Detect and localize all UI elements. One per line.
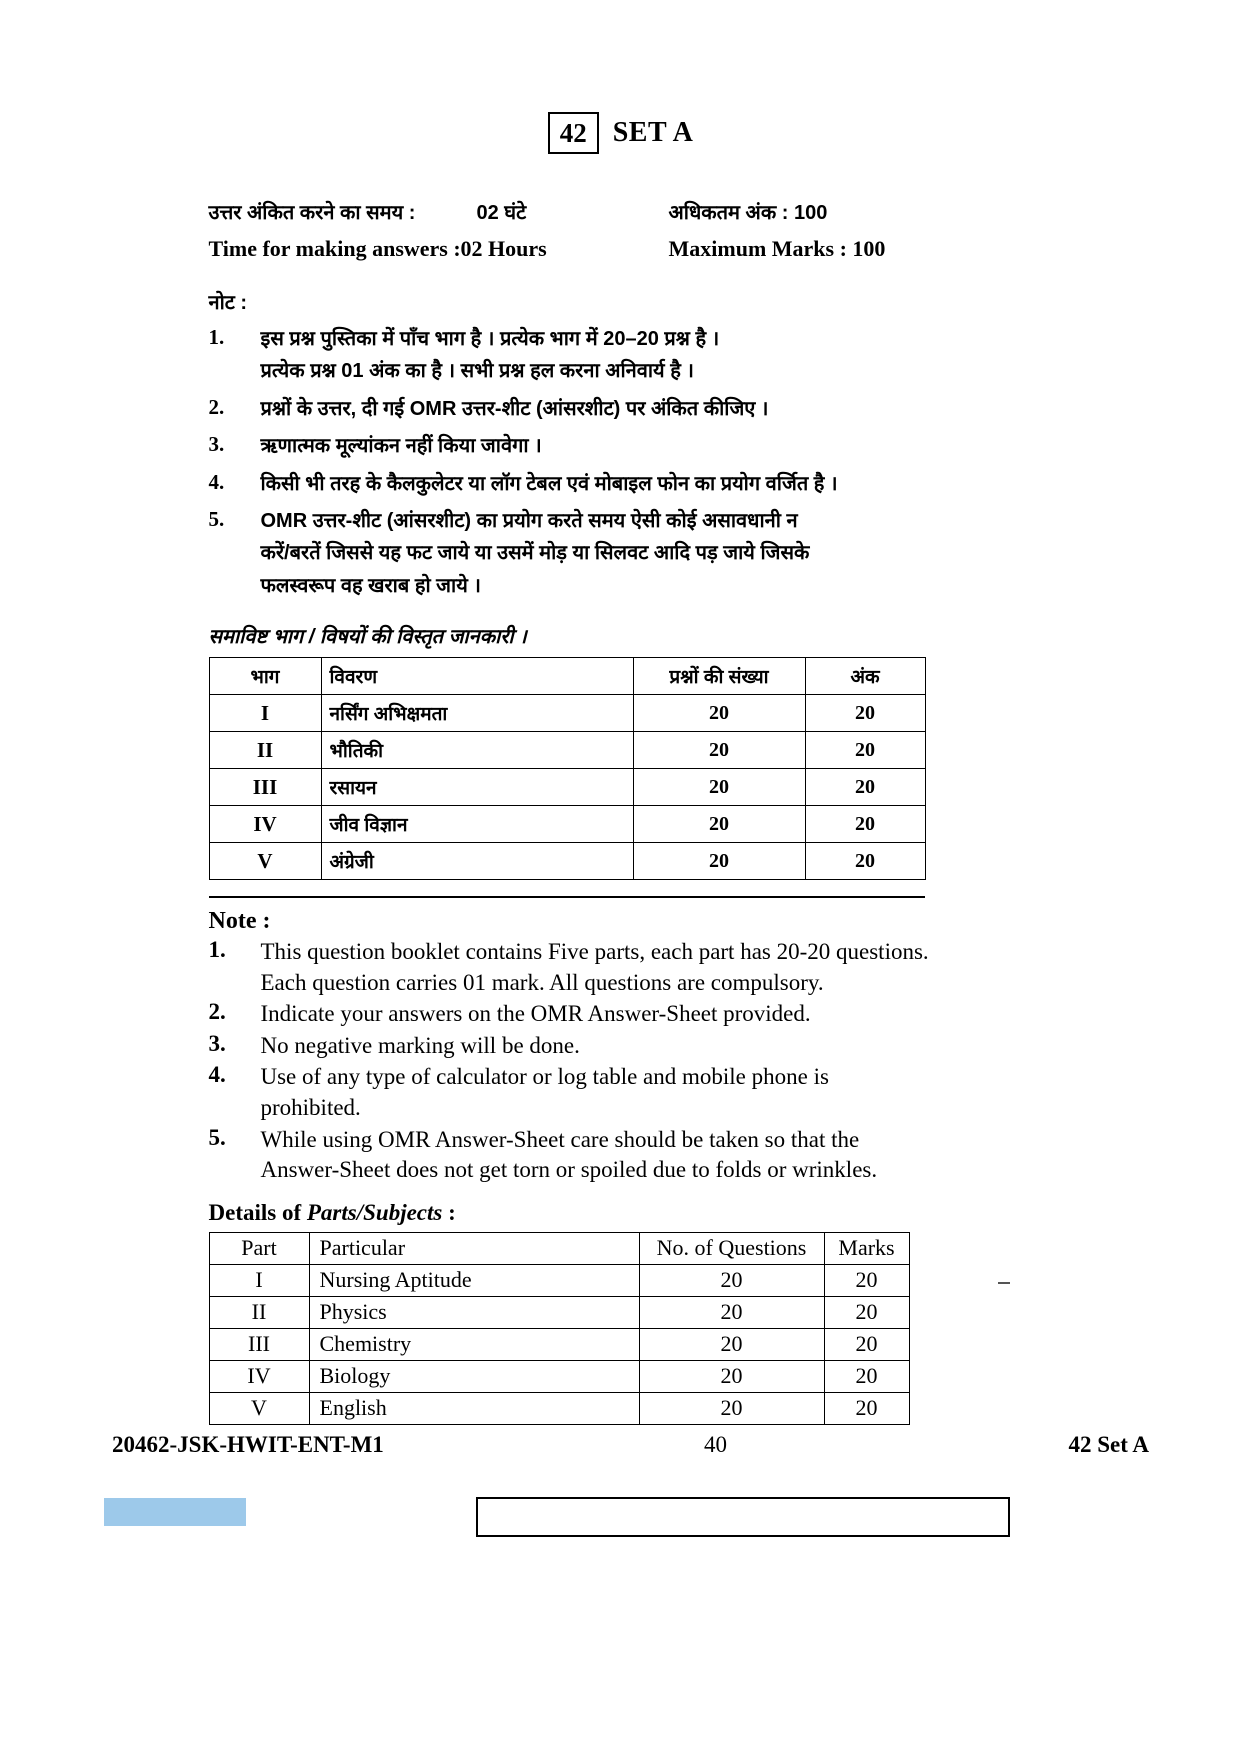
time-value-hindi: 02 घंटे: [476, 202, 527, 224]
time-label-hindi: उत्तर अंकित करने का समय :: [208, 202, 416, 224]
set-header: [0, 112, 1241, 154]
table-row: [209, 769, 925, 806]
footer-blue-bar: [104, 1498, 246, 1526]
note-item-number: 2.: [208, 999, 226, 1025]
time-label-english: Time for making answers :: [208, 236, 461, 261]
note-item: [209, 430, 1049, 462]
table-cell: 20: [805, 769, 925, 806]
table-cell: 20: [639, 1296, 824, 1328]
table-cell: III: [209, 769, 321, 806]
table-cell: III: [209, 1328, 309, 1360]
table-cell: 20: [824, 1392, 909, 1424]
note-item-text: [261, 393, 769, 425]
note-item-number: 5.: [208, 506, 225, 531]
note-item: [209, 505, 1049, 602]
english-details-heading-prefix: Details of: [208, 1199, 307, 1225]
note-item-number: 2.: [208, 394, 225, 419]
page-content: [101, 198, 1141, 1425]
note-line: Each question carries 01 mark. All questions are compulsory.: [260, 969, 824, 995]
footer-paper-code: 20462-JSK-HWIT-ENT-M1: [112, 1432, 384, 1457]
table-cell: V: [209, 843, 321, 880]
hindi-parts-table: [209, 657, 926, 880]
table-cell: I: [209, 695, 321, 732]
note-item-number: 4.: [208, 469, 225, 494]
note-line: prohibited.: [260, 1095, 361, 1121]
table-cell: Biology: [309, 1360, 639, 1392]
table-cell: 20: [633, 695, 805, 732]
table-row: [209, 1264, 909, 1296]
note-line: फलस्वरूप वह खराब हो जाये ।: [260, 574, 481, 597]
table-header-cell: भाग: [209, 658, 321, 695]
note-item-number: 4.: [208, 1062, 226, 1088]
note-item-number: 5.: [208, 1124, 226, 1150]
table-cell: 20: [824, 1360, 909, 1392]
footer-page-number: 40: [704, 1432, 727, 1457]
note-line: इस प्रश्न पुस्तिका में पाँच भाग है । प्रत्येक भाग में 20–20 प्रश्न है ।: [260, 328, 720, 350]
section-divider: [209, 896, 925, 898]
table-cell: I: [209, 1264, 309, 1296]
table-cell: भौतिकी: [321, 732, 633, 769]
note-item-number: 3.: [208, 1030, 226, 1056]
table-cell: English: [309, 1392, 639, 1424]
note-item-text: [261, 323, 720, 388]
table-header-cell: अंक: [805, 658, 925, 695]
table-cell: IV: [209, 1360, 309, 1392]
table-cell: II: [209, 732, 321, 769]
footer-set: 42 Set A: [1068, 1432, 1149, 1457]
note-item: [209, 1125, 1049, 1186]
table-row: [209, 1296, 909, 1328]
table-row: [209, 1360, 909, 1392]
table-row: [209, 843, 925, 880]
table-header-cell: Marks: [824, 1232, 909, 1264]
hindi-details-heading: [209, 622, 1049, 649]
table-cell: 20: [633, 769, 805, 806]
table-cell: नर्सिंग अभिक्षमता: [321, 695, 633, 732]
table-cell: IV: [209, 806, 321, 843]
set-number-box: 42: [548, 112, 599, 154]
note-line: OMR उत्तर-शीट (आंसरशीट) का प्रयोग करते समय ऐसी कोई असावधानी न: [260, 509, 798, 532]
note-item-text: [261, 1062, 829, 1123]
note-item: [209, 937, 1049, 998]
table-row: [209, 806, 925, 843]
note-item-text: [261, 468, 838, 500]
table-cell: 20: [824, 1264, 909, 1296]
table-cell: जीव विज्ञान: [321, 806, 633, 843]
marks-label-english: Maximum Marks : 100: [668, 236, 886, 261]
table-cell: 20: [633, 843, 805, 880]
note-item-text: [261, 937, 929, 998]
table-cell: 20: [633, 806, 805, 843]
time-value-english: 02 Hours: [460, 236, 547, 261]
footer-white-box: [476, 1497, 1010, 1537]
table-cell: 20: [824, 1328, 909, 1360]
english-note-list: [209, 937, 1049, 1186]
table-header-row: [209, 1232, 909, 1264]
note-item-text: [261, 999, 811, 1030]
note-item-text: [261, 1125, 878, 1186]
table-cell: अंग्रेजी: [321, 843, 633, 880]
table-cell: Chemistry: [309, 1328, 639, 1360]
note-line: While using OMR Answer-Sheet care should be taken so that the: [260, 1126, 860, 1152]
english-note-heading: Note :: [208, 908, 271, 935]
table-cell: 20: [805, 732, 925, 769]
table-cell: Nursing Aptitude: [309, 1264, 639, 1296]
english-details-heading: [209, 1200, 1049, 1226]
note-line: Answer-Sheet does not get torn or spoiled due to folds or wrinkles.: [260, 1157, 878, 1183]
table-header-cell: प्रश्नों की संख्या: [633, 658, 805, 695]
note-item-text: [261, 430, 542, 462]
meta-row-english: [209, 236, 1049, 262]
note-line: No negative marking will be done.: [260, 1032, 580, 1058]
page-footer: [0, 1425, 1241, 1465]
note-item: [209, 999, 1049, 1030]
meta-row-hindi: [209, 198, 1049, 225]
table-cell: 20: [824, 1296, 909, 1328]
hindi-note-list: [209, 323, 1049, 602]
table-cell: रसायन: [321, 769, 633, 806]
note-item-text: [261, 1031, 580, 1062]
note-item: [209, 1062, 1049, 1123]
table-cell: 20: [639, 1264, 824, 1296]
english-details-heading-italic: Parts/Subjects: [306, 1199, 443, 1225]
table-header-cell: विवरण: [321, 658, 633, 695]
note-line: Use of any type of calculator or log table and mobile phone is: [260, 1064, 829, 1090]
table-header-cell: No. of Questions: [639, 1232, 824, 1264]
note-item-number: 1.: [208, 325, 225, 349]
note-item-text: [261, 505, 810, 602]
table-cell: II: [209, 1296, 309, 1328]
table-cell: 20: [639, 1392, 824, 1424]
table-row: [209, 1392, 909, 1424]
table-row: [209, 695, 925, 732]
table-cell: Physics: [309, 1296, 639, 1328]
english-parts-table: [209, 1232, 910, 1425]
table-cell: V: [209, 1392, 309, 1424]
set-label: SET A: [612, 117, 694, 148]
note-item: [209, 393, 1049, 425]
note-line: Indicate your answers on the OMR Answer-Sheet provided.: [260, 1001, 811, 1027]
note-item: [209, 468, 1049, 500]
table-cell: 20: [639, 1360, 824, 1392]
note-line: करें/बरतें जिससे यह फट जाये या उसमें मोड़ या सिलवट आदि पड़ जाये जिसके: [260, 542, 810, 565]
table-header-cell: Particular: [309, 1232, 639, 1264]
marks-label-hindi: अधिकतम अंक : 100: [668, 202, 828, 224]
note-line: This question booklet contains Five parts, each part has 20-20 questions.: [260, 939, 929, 965]
note-line: ऋणात्मक मूल्यांकन नहीं किया जावेगा ।: [260, 435, 542, 458]
note-line: किसी भी तरह के कैलकुलेटर या लॉग टेबल एवं मोबाइल फोन का प्रयोग वर्जित है ।: [260, 472, 838, 495]
note-item: [209, 323, 1049, 388]
note-item-number: 1.: [208, 937, 226, 963]
table-cell: 20: [805, 843, 925, 880]
note-item: [209, 1031, 1049, 1062]
english-details-heading-colon: :: [442, 1199, 456, 1225]
note-line: प्रत्येक प्रश्न 01 अंक का है । सभी प्रश्न हल करना अनिवार्य है ।: [260, 360, 694, 383]
table-cell: 20: [805, 806, 925, 843]
table-cell: 20: [639, 1328, 824, 1360]
table-row: [209, 1328, 909, 1360]
hindi-details-heading-text: समाविष्ट भाग / विषयों की विस्तृत जानकारी ।: [208, 626, 527, 649]
note-line: प्रश्नों के उत्तर, दी गई OMR उत्तर-शीट (आंसरशीट) पर अंकित कीजिए ।: [260, 397, 769, 420]
table-cell: 20: [633, 732, 805, 769]
table-cell: 20: [805, 695, 925, 732]
note-item-number: 3.: [208, 432, 225, 457]
table-header-row: [209, 658, 925, 695]
scan-artifact-dash: [998, 1282, 1010, 1284]
hindi-note-heading: नोट :: [208, 292, 248, 314]
table-header-cell: Part: [209, 1232, 309, 1264]
table-row: [209, 732, 925, 769]
